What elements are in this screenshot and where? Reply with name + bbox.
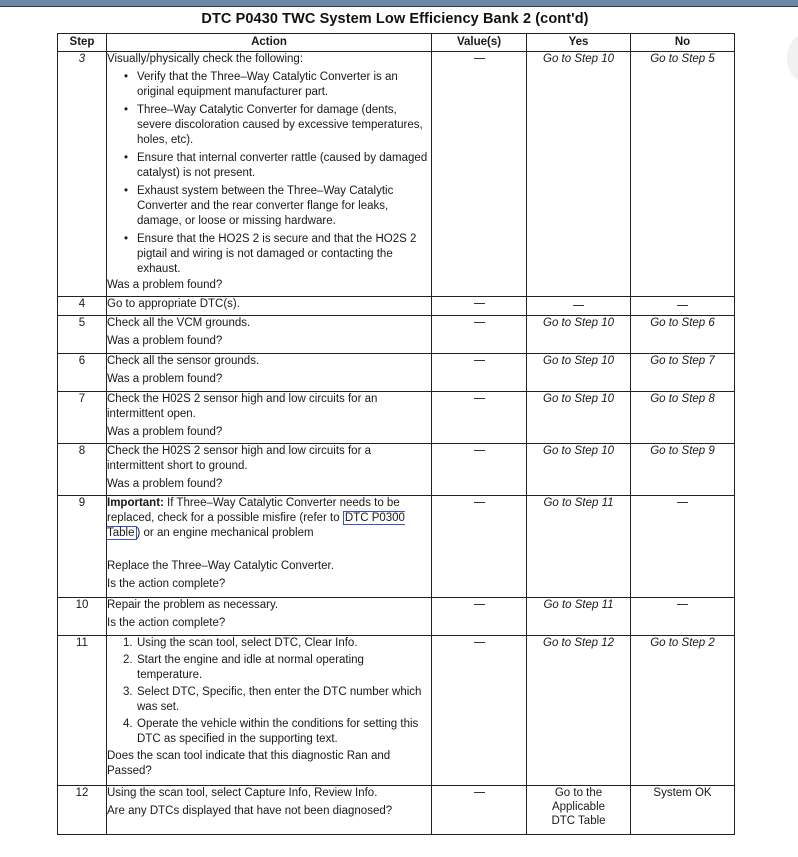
action-cell <box>107 598 432 636</box>
value-cell <box>432 392 527 444</box>
dash-mark <box>474 604 485 605</box>
procedure-item: 2. Start the engine and idle at normal operating temperature. <box>123 654 364 681</box>
yes-cell[interactable]: Go to Step 10 <box>527 52 631 297</box>
procedure-list <box>107 636 431 747</box>
question: Is the action complete? <box>107 617 226 629</box>
no-cell[interactable]: Go to Step 8 <box>631 392 735 444</box>
step-number: 5 <box>58 316 107 354</box>
diagnostic-table <box>57 33 735 835</box>
question: Was a problem found? <box>107 373 223 385</box>
check-list <box>107 70 431 277</box>
table-row <box>58 786 735 835</box>
table-row <box>58 598 735 636</box>
header-step: Step <box>58 34 107 52</box>
no-cell <box>631 297 735 316</box>
question: Is the action complete? <box>107 578 226 590</box>
value-cell <box>432 297 527 316</box>
dash-mark <box>474 398 485 399</box>
action-text: Check the H02S 2 sensor high and low circuits for a intermittent short to ground. <box>107 445 371 472</box>
important-note <box>107 496 431 541</box>
procedure-item: 4. Operate the vehicle within the conditions for setting this DTC as specified in the supporting text. <box>123 718 419 745</box>
question: Does the scan tool indicate that this diagnostic Ran and Passed? <box>107 750 391 777</box>
step-number: 8 <box>58 444 107 496</box>
no-cell[interactable]: Go to Step 5 <box>631 52 735 297</box>
no-cell <box>631 598 735 636</box>
question: Are any DTCs displayed that have not been diagnosed? <box>107 805 393 817</box>
action-intro: Visually/physically check the following: <box>107 53 304 65</box>
dash-mark <box>573 305 584 306</box>
dash-mark <box>474 360 485 361</box>
step-number: 3 <box>58 52 107 297</box>
dash-mark <box>474 450 485 451</box>
question: Was a problem found? <box>107 478 223 490</box>
action-text: Check the H02S 2 sensor high and low circuits for an intermittent open. <box>107 393 378 420</box>
header-action: Action <box>107 34 432 52</box>
procedure-item: 3. Select DTC, Specific, then enter the DTC number which was set. <box>123 686 422 713</box>
important-label: Important: <box>107 497 164 509</box>
action-cell <box>107 52 432 297</box>
no-cell[interactable]: Go to Step 7 <box>631 354 735 392</box>
value-cell <box>432 52 527 297</box>
step-number: 4 <box>58 297 107 316</box>
check-item: • Three–Way Catalytic Converter for damage (dents, severe discoloration caused by excessive temperatures, holes, etc). <box>107 103 431 148</box>
action-cell <box>107 786 432 835</box>
header-yes: Yes <box>527 34 631 52</box>
action-cell <box>107 316 432 354</box>
value-cell <box>432 598 527 636</box>
table-row <box>58 297 735 316</box>
step-number: 9 <box>58 496 107 598</box>
action-text: Check all the sensor grounds. <box>107 355 260 367</box>
dash-mark <box>677 502 688 503</box>
yes-cell[interactable]: Go to Step 10 <box>527 444 631 496</box>
question: Was a problem found? <box>107 279 223 291</box>
action-text: Check all the VCM grounds. <box>107 317 251 329</box>
step-number: 6 <box>58 354 107 392</box>
yes-cell[interactable]: Go to Step 10 <box>527 392 631 444</box>
important-text: If Three–Way Catalytic Converter needs to be replaced, check for a possible misfire (refer to <box>107 497 400 524</box>
no-cell[interactable]: Go to Step 2 <box>631 636 735 786</box>
dash-mark <box>474 58 485 59</box>
value-cell <box>432 354 527 392</box>
table-row <box>58 354 735 392</box>
header-no: No <box>631 34 735 52</box>
step-number: 10 <box>58 598 107 636</box>
check-item: • Verify that the Three–Way Catalytic Converter is an original equipment manufacturer part. <box>107 70 431 100</box>
value-cell <box>432 316 527 354</box>
dash-mark <box>474 642 485 643</box>
yes-cell[interactable]: Go to Step 12 <box>527 636 631 786</box>
dash-mark <box>474 322 485 323</box>
value-cell <box>432 496 527 598</box>
step-number: 11 <box>58 636 107 786</box>
yes-cell <box>527 297 631 316</box>
action-cell <box>107 354 432 392</box>
check-item: • Ensure that internal converter rattle (caused by damaged catalyst) is not present. <box>107 151 431 181</box>
no-cell <box>631 496 735 598</box>
dash-mark <box>677 604 688 605</box>
important-text-end: ) or an engine mechanical problem <box>136 527 314 539</box>
action-text: Using the scan tool, select Capture Info, Review Info. <box>107 787 378 799</box>
value-cell <box>432 786 527 835</box>
step-number: 7 <box>58 392 107 444</box>
dash-mark <box>474 303 485 304</box>
question: Was a problem found? <box>107 335 223 347</box>
yes-cell[interactable]: Go to Step 10 <box>527 316 631 354</box>
table-row <box>58 636 735 786</box>
document-title: DTC P0430 TWC System Low Efficiency Bank 2 (cont'd) <box>201 11 589 27</box>
action-cell <box>107 636 432 786</box>
action-cell <box>107 444 432 496</box>
yes-cell[interactable]: Go to Step 11 <box>527 598 631 636</box>
table-row <box>58 392 735 444</box>
side-scroll-handle[interactable] <box>787 33 798 83</box>
procedure-item: 1. Using the scan tool, select DTC, Clear Info. <box>123 637 358 649</box>
action-cell <box>107 297 432 316</box>
dtc-p0300-table-link[interactable]: DTC P0300 Table <box>107 512 405 539</box>
step-number: 12 <box>58 786 107 835</box>
action-cell <box>107 496 432 598</box>
check-item: • Ensure that the HO2S 2 is secure and that the HO2S 2 pigtail and wiring is not damaged or contacting the exhaust. <box>107 232 431 277</box>
dash-mark <box>677 305 688 306</box>
window-top-bar <box>0 0 798 7</box>
no-cell[interactable]: Go to Step 6 <box>631 316 735 354</box>
question: Was a problem found? <box>107 426 223 438</box>
yes-cell[interactable]: Go to Step 10 <box>527 354 631 392</box>
value-cell <box>432 444 527 496</box>
yes-cell[interactable]: Go to the Applicable DTC Table <box>527 786 631 835</box>
table-row <box>58 52 735 297</box>
action-cell <box>107 392 432 444</box>
table-header-row <box>58 34 735 52</box>
no-cell[interactable]: Go to Step 9 <box>631 444 735 496</box>
header-values: Value(s) <box>432 34 527 52</box>
no-cell[interactable]: System OK <box>631 786 735 835</box>
dash-mark <box>474 502 485 503</box>
table-row <box>58 444 735 496</box>
table-row <box>58 316 735 354</box>
action-text: Replace the Three–Way Catalytic Converter. <box>107 560 334 572</box>
dash-mark <box>474 792 485 793</box>
action-text: Go to appropriate DTC(s). <box>107 298 240 310</box>
table-row <box>58 496 735 598</box>
value-cell <box>432 636 527 786</box>
yes-cell[interactable]: Go to Step 11 <box>527 496 631 598</box>
action-text: Repair the problem as necessary. <box>107 599 279 611</box>
check-item: • Exhaust system between the Three–Way Catalytic Converter and the rear converter flange for leaks, damage, or loose or missing hardware. <box>107 184 431 229</box>
